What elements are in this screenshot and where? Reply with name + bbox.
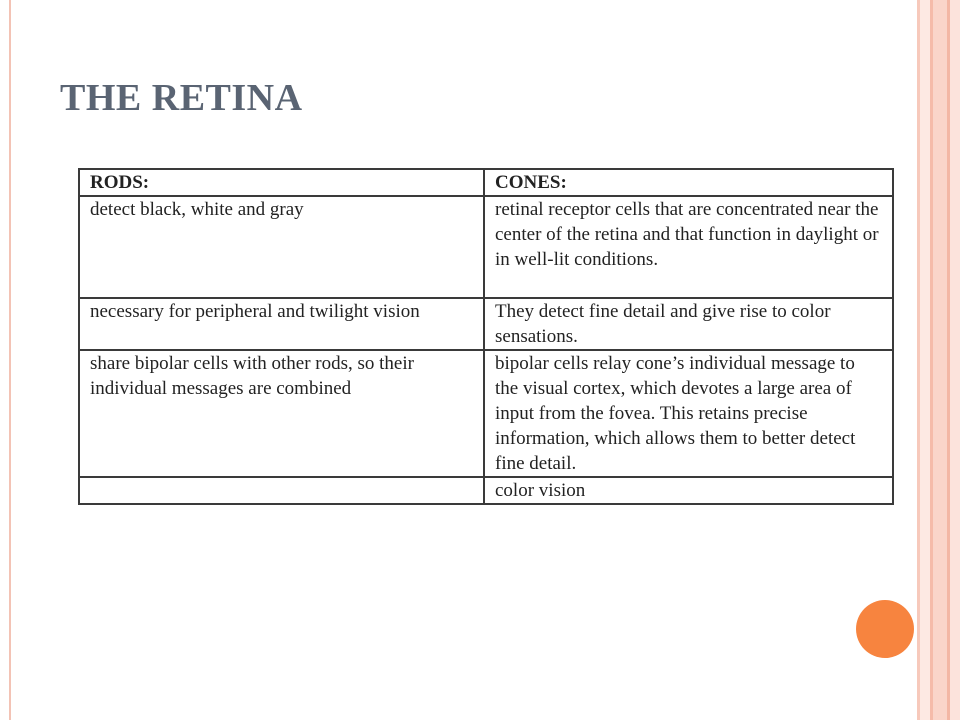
table-row [79, 350, 893, 477]
cones-cell: bipolar cells relay cone’s individual message to the visual cortex, which devotes a large area of input from the fovea. This retains precise information, which allows them to better detect fine detail. [484, 350, 893, 477]
cones-cell: retinal receptor cells that are concentrated near the center of the retina and that function in daylight or in well-lit conditions. [484, 196, 893, 298]
rods-cell: necessary for peripheral and twilight vision [79, 298, 484, 350]
right-decorative-stripe [933, 0, 947, 720]
left-border-line [9, 0, 11, 720]
rods-cell: share bipolar cells with other rods, so their individual messages are combined [79, 350, 484, 477]
orange-circle-decoration [856, 600, 914, 658]
right-decorative-stripe [950, 0, 960, 720]
cones-cell: They detect fine detail and give rise to color sensations. [484, 298, 893, 350]
rods-cones-table [78, 168, 894, 505]
slide-title: THE RETINA [60, 77, 303, 119]
rods-cell [79, 477, 484, 504]
table-row [79, 477, 893, 504]
cones-cell: color vision [484, 477, 893, 504]
rods-cell: detect black, white and gray [79, 196, 484, 298]
table-header-row [79, 169, 893, 196]
table-row [79, 196, 893, 298]
header-rods: RODS: [79, 169, 484, 196]
table-row [79, 298, 893, 350]
right-decorative-stripe [920, 0, 930, 720]
header-cones: CONES: [484, 169, 893, 196]
